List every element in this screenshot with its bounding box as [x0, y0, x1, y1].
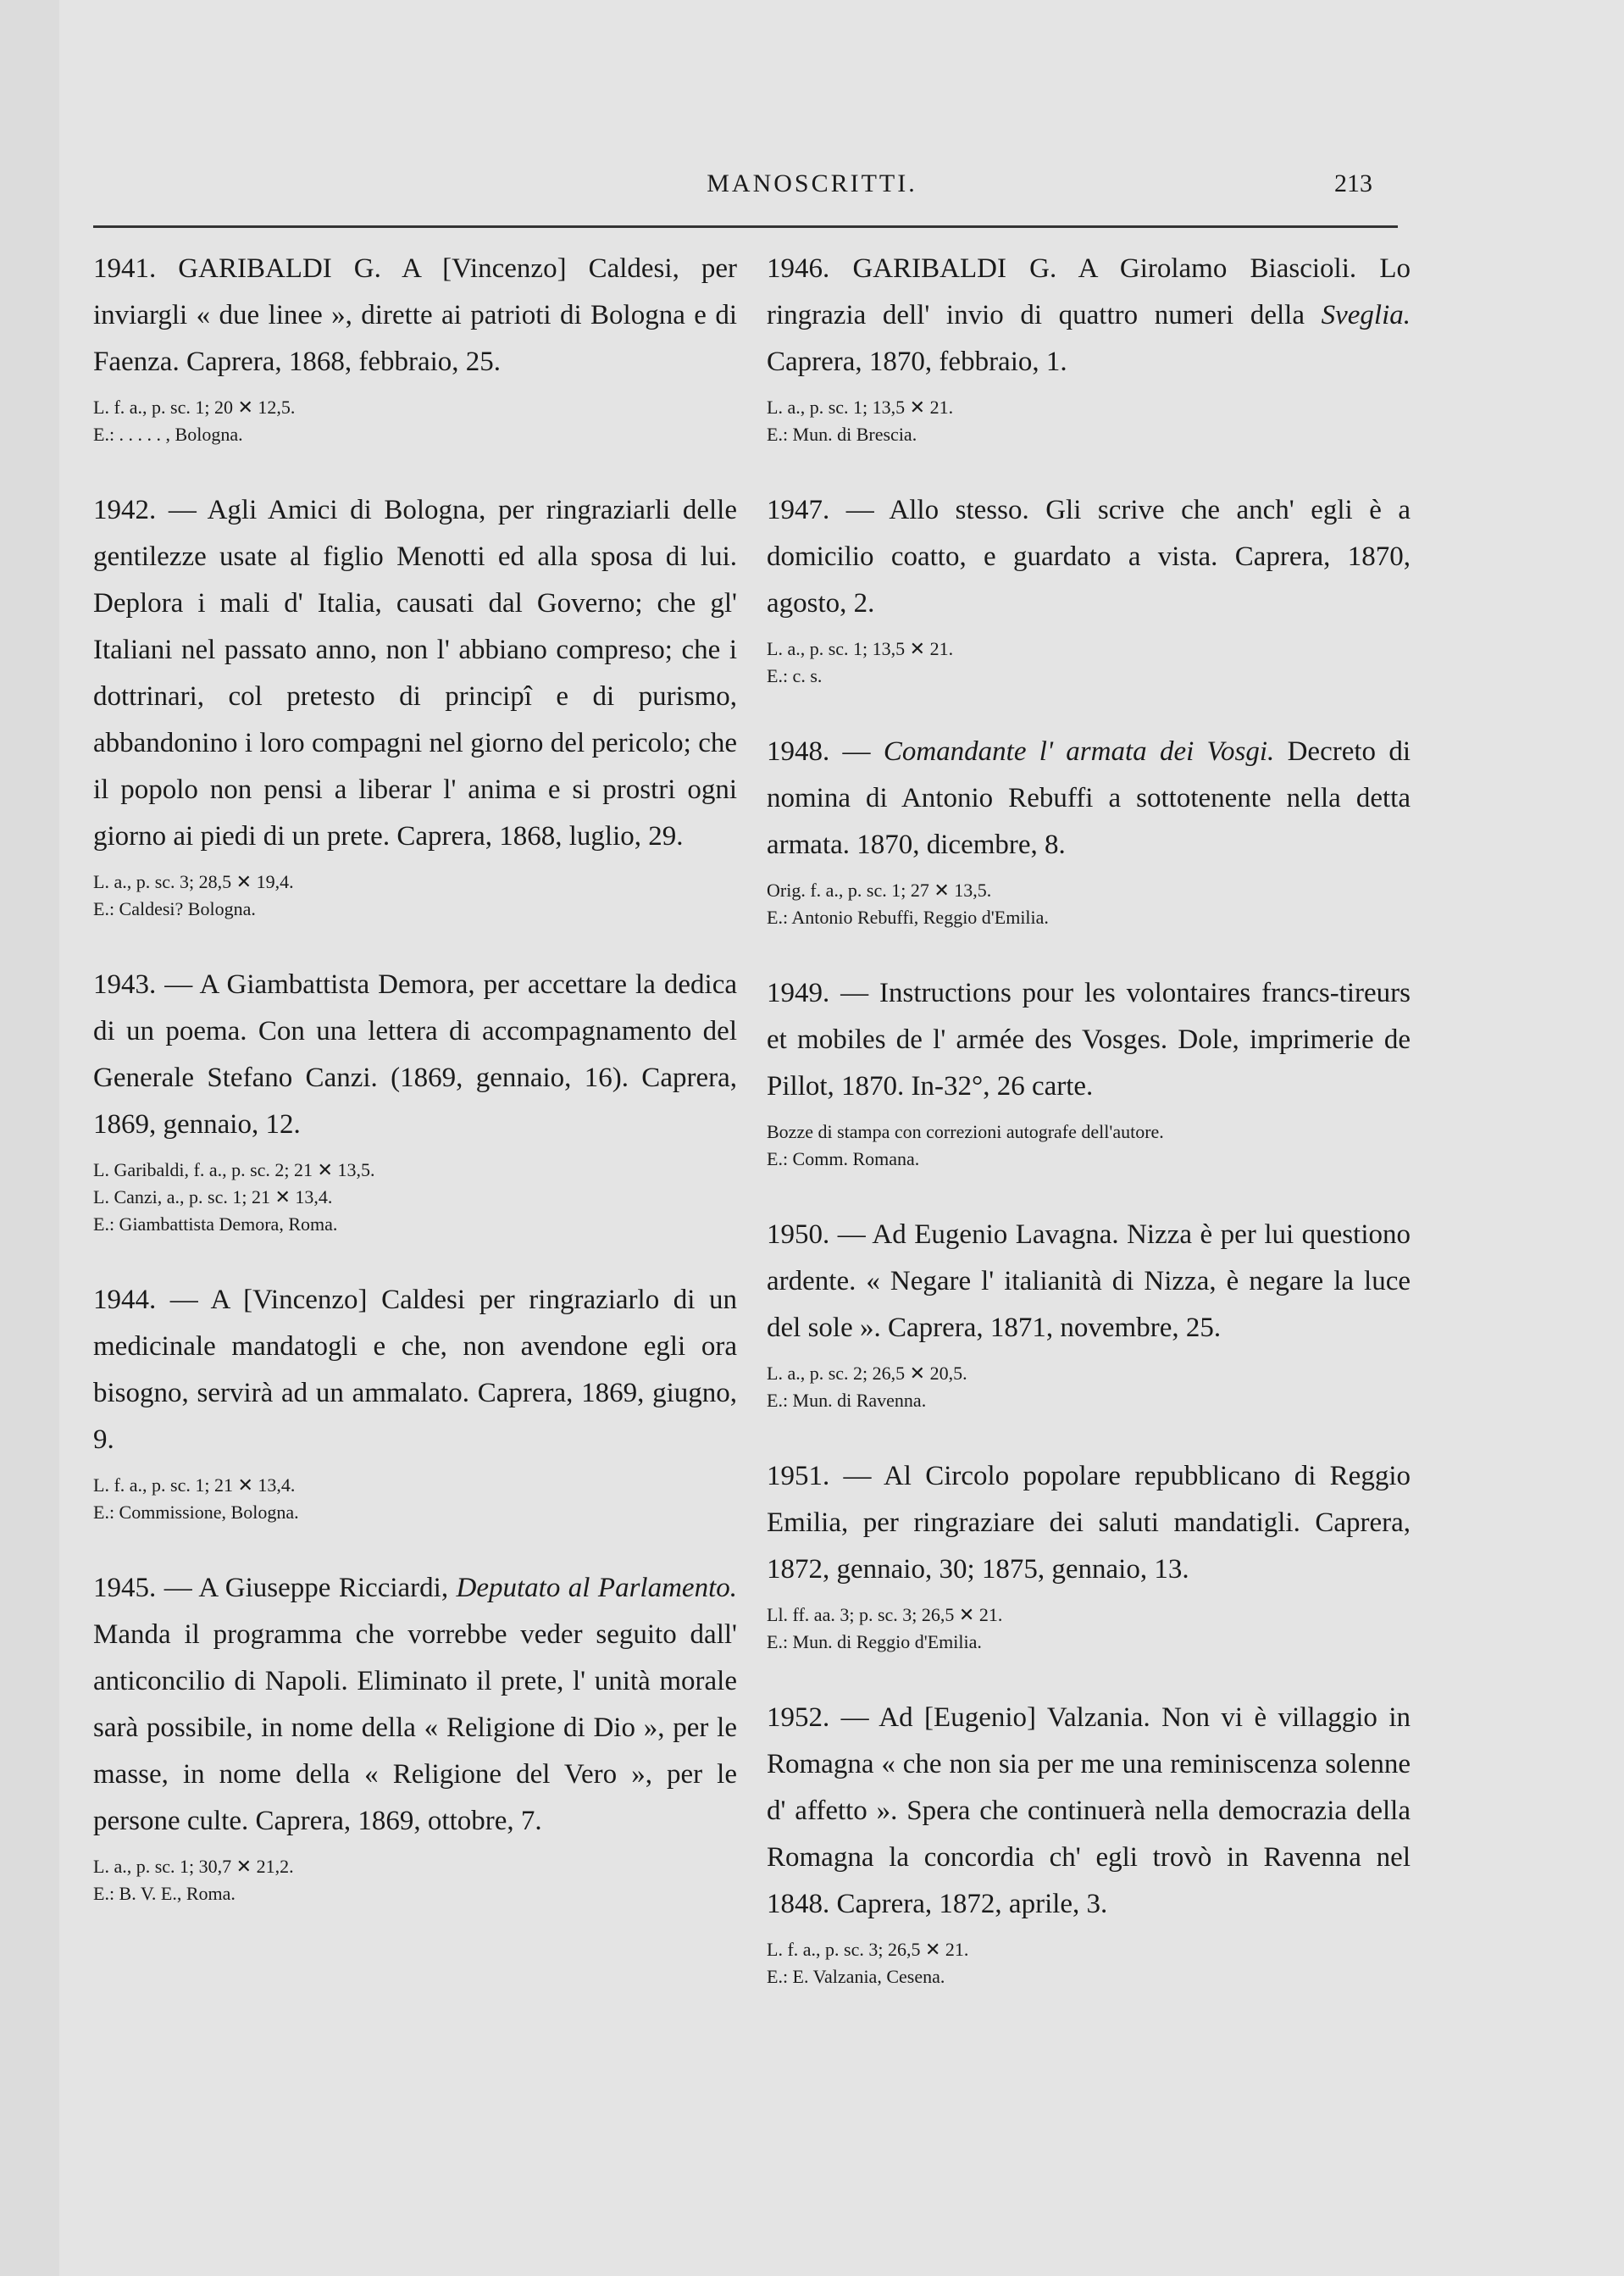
meta-line: E.: Giambattista Demora, Roma.	[93, 1213, 338, 1235]
text-run: 1948. —	[767, 736, 884, 767]
meta-line: L. a., p. sc. 2; 26,5 ✕ 20,5.	[767, 1363, 967, 1384]
entry-text: 1951. — Al Circolo popolare repubblicano di Reggio Emilia, per ringraziare dei saluti mandatigli. Caprera, 1872, gennaio, 30; 1875, gennaio, 13.	[767, 1461, 1411, 1585]
text-run: Decreto di nomina di Antonio Rebuffi a sottotenente nella detta armata. 1870, dicembre, 8.	[767, 736, 1411, 860]
entry-1941	[93, 246, 737, 448]
meta-line: E.: B. V. E., Roma.	[93, 1883, 236, 1904]
entry-text: 1950. — Ad Eugenio Lavagna. Nizza è per lui questiono ardente. « Negare l' italianità di Nizza, è negare la luce del sole ». Caprera, 1871, novembre, 25.	[767, 1219, 1411, 1343]
right-column	[767, 246, 1411, 2029]
entry-text: 1952. — Ad [Eugenio] Valzania. Non vi è villaggio in Romagna « che non sia per me una reminiscenza solenne d' affetto ». Spera che continuerà nella democrazia della Romagna la concordia ch' egli trovò in Ravenna nel 1848. Caprera, 1872, aprile, 3.	[767, 1702, 1411, 1919]
entry-meta	[767, 1119, 1411, 1173]
meta-line: E.: Mun. di Ravenna.	[767, 1390, 927, 1411]
entry-meta	[93, 1472, 737, 1526]
entry-1951	[767, 1453, 1411, 1656]
entry-meta	[93, 1853, 737, 1907]
left-column	[93, 246, 737, 1946]
meta-line: E.: Mun. di Reggio d'Emilia.	[767, 1631, 982, 1652]
text-run: Caprera, 1870, febbraio, 1.	[767, 347, 1067, 377]
meta-line: E.: Caldesi? Bologna.	[93, 898, 256, 919]
entry-meta	[93, 1157, 737, 1238]
entry-text: 1947. — Allo stesso. Gli scrive che anch' egli è a domicilio coatto, e guardato a vista. Caprera, 1870, agosto, 2.	[767, 495, 1411, 619]
meta-line: L. f. a., p. sc. 3; 26,5 ✕ 21.	[767, 1939, 969, 1960]
text-run: 1946. GARIBALDI G. A Girolamo Biascioli. Lo ringrazia dell' invio di quattro numeri della	[767, 253, 1411, 330]
meta-line: L. a., p. sc. 1; 13,5 ✕ 21.	[767, 397, 954, 418]
entry-meta	[767, 1360, 1411, 1414]
header-rule	[93, 225, 1398, 228]
entry-text: 1941. GARIBALDI G. A [Vincenzo] Caldesi, per inviargli « due linee », dirette ai patrioti di Bologna e di Faenza. Caprera, 1868, febbraio, 25.	[93, 253, 737, 377]
page-number: 213	[1334, 169, 1372, 197]
meta-line: Bozze di stampa con correzioni autografe dell'autore.	[767, 1121, 1164, 1142]
entry-text: 1943. — A Giambattista Demora, per accettare la dedica di un poema. Con una lettera di accompagnamento del Generale Stefano Canzi. (1869, gennaio, 16). Caprera, 1869, gennaio, 12.	[93, 969, 737, 1140]
meta-line: E.: Mun. di Brescia.	[767, 424, 917, 445]
text-run: 1945. — A Giuseppe Ricciardi,	[93, 1573, 457, 1603]
entry-1950	[767, 1212, 1411, 1414]
entry-meta	[767, 1602, 1411, 1656]
meta-line: E.: c. s.	[767, 665, 823, 686]
meta-line: Orig. f. a., p. sc. 1; 27 ✕ 13,5.	[767, 880, 992, 901]
italic-run: Comandante l' armata dei Vosgi.	[883, 736, 1275, 767]
meta-line: E.: E. Valzania, Cesena.	[767, 1966, 945, 1987]
entry-1942	[93, 487, 737, 923]
entry-text	[93, 1565, 737, 1845]
entry-1947	[767, 487, 1411, 690]
meta-line: L. a., p. sc. 1; 30,7 ✕ 21,2.	[93, 1856, 294, 1877]
meta-line: E.: Comm. Romana.	[767, 1148, 920, 1169]
italic-run: Sveglia.	[1321, 300, 1411, 330]
entry-1949	[767, 970, 1411, 1173]
entry-1945	[93, 1565, 737, 1907]
entry-text	[767, 729, 1411, 869]
meta-line: L. Garibaldi, f. a., p. sc. 2; 21 ✕ 13,5.	[93, 1159, 375, 1180]
text-run: Manda il programma che vorrebbe veder seguito dall' anticoncilio di Napoli. Eliminato il prete, l' unità morale sarà possibile, in nome della « Religione di Dio », per le masse, in nome della « Religione del Vero », per le persone culte. Caprera, 1869, ottobre, 7.	[93, 1619, 737, 1836]
meta-line: E.: Antonio Rebuffi, Reggio d'Emilia.	[767, 907, 1049, 928]
meta-line: E.: Commissione, Bologna.	[93, 1502, 299, 1523]
meta-line: L. f. a., p. sc. 1; 20 ✕ 12,5.	[93, 397, 296, 418]
italic-run: Deputato al Parlamento.	[456, 1573, 737, 1603]
running-header: MANOSCRITTI.	[707, 169, 917, 197]
meta-line: L. a., p. sc. 1; 13,5 ✕ 21.	[767, 638, 954, 659]
meta-line: L. f. a., p. sc. 1; 21 ✕ 13,4.	[93, 1474, 296, 1496]
entry-1952	[767, 1695, 1411, 1990]
meta-line: L. Canzi, a., p. sc. 1; 21 ✕ 13,4.	[93, 1186, 333, 1207]
entry-1943	[93, 962, 737, 1238]
entry-meta	[767, 636, 1411, 690]
entry-text: 1944. — A [Vincenzo] Caldesi per ringraziarlo di un medicinale mandatogli e che, non avendone egli ora bisogno, servirà ad un ammalato. Caprera, 1869, giugno, 9.	[93, 1285, 737, 1455]
entry-meta	[767, 394, 1411, 448]
entry-text: 1949. — Instructions pour les volontaires francs-tireurs et mobiles de l' armée des Vosges. Dole, imprimerie de Pillot, 1870. In-32°, 26 carte.	[767, 978, 1411, 1102]
entry-1944	[93, 1277, 737, 1526]
entry-text	[767, 246, 1411, 386]
entry-meta	[93, 869, 737, 923]
entry-1948	[767, 729, 1411, 931]
meta-line: L. a., p. sc. 3; 28,5 ✕ 19,4.	[93, 871, 294, 892]
entry-meta	[767, 877, 1411, 931]
meta-line: Ll. ff. aa. 3; p. sc. 3; 26,5 ✕ 21.	[767, 1604, 1003, 1625]
meta-line: E.: . . . . . , Bologna.	[93, 424, 243, 445]
entry-text: 1942. — Agli Amici di Bologna, per ringraziarli delle gentilezze usate al figlio Menotti ed alla sposa di lui. Deplora i mali d' Italia, causati dal Governo; che gl' Italiani nel passato anno, non l' abbiano compreso; che i dottrinari, col pretesto di principî e di purismo, abbandonino i loro compagni nel giorno del pericolo; che il popolo non pensi a liberar l' anima e si prostri ogni giorno ai piedi di un prete. Caprera, 1868, luglio, 29.	[93, 495, 737, 852]
entry-meta	[93, 394, 737, 448]
entry-1946	[767, 246, 1411, 448]
entry-meta	[767, 1936, 1411, 1990]
